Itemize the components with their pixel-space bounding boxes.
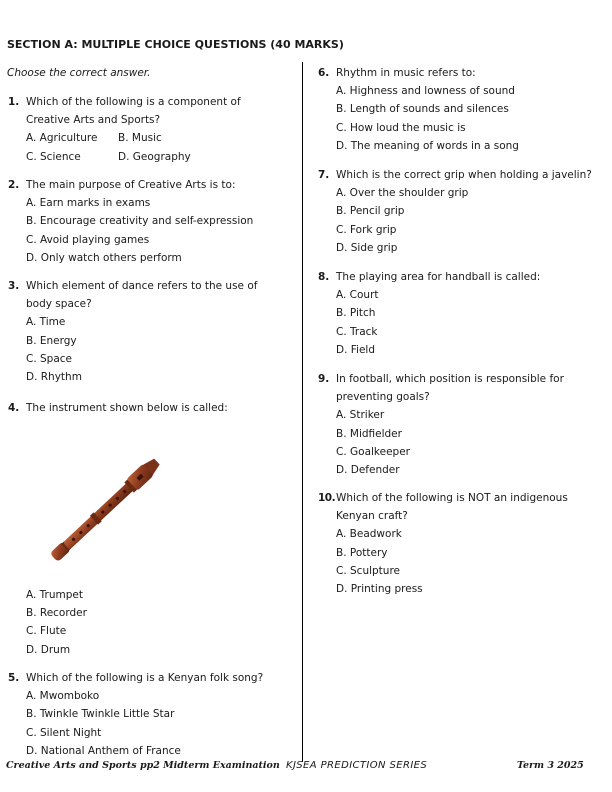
option-d: D. Drum [26,643,71,656]
option-c: C. Space [26,352,73,365]
option-c: C. Track [336,325,378,338]
question-stem: The instrument shown below is called: [26,402,228,414]
option-b: B. Midfielder [336,427,402,440]
option-d: D. Field [336,343,375,356]
question-stem: Creative Arts and Sports? [26,114,161,127]
option-d: D. The meaning of words in a song [336,139,519,152]
question-4 [8,399,298,417]
recorder-image [30,445,180,575]
option-b: B. Pottery [336,546,388,559]
option-c: C. How loud the music is [336,121,466,134]
question-9 [318,370,608,479]
option-b: B. Twinkle Twinkle Little Star [26,708,175,721]
question-4-options [8,586,298,659]
question-stem: body space? [26,298,92,311]
question-number: 3. [8,280,20,292]
question-stem: In football, which position is responsible for [336,373,564,385]
question-2 [8,176,298,267]
section-title: SECTION A: MULTIPLE CHOICE QUESTIONS (40 MARKS) [7,38,344,51]
option-a: A. Mwomboko [26,690,100,703]
option-c: C. Fork grip [336,223,397,236]
question-stem: preventing goals? [336,391,430,404]
question-3 [8,277,298,386]
question-number: 8. [318,271,330,283]
option-b: B. Recorder [26,607,87,620]
option-c: C. Silent Night [26,726,102,739]
question-number: 7. [318,169,330,181]
option-d: D. Defender [336,464,400,477]
option-a: A. Time [26,316,66,329]
instructions: Choose the correct answer. [7,67,151,79]
option-a: A. Striker [336,409,385,422]
option-c: C. Science [26,150,81,163]
question-stem: Which is the correct grip when holding a javelin? [336,169,592,181]
question-number: 6. [318,67,330,79]
question-7 [318,166,612,257]
option-d: D. Geography [118,150,191,163]
question-stem: Kenyan craft? [336,510,408,523]
option-a: A. Court [336,289,379,302]
question-stem: Which of the following is a Kenyan folk song? [26,672,264,684]
option-c: C. Avoid playing games [26,233,150,246]
option-a: A. Over the shoulder grip [336,187,469,200]
footer-term: Term 3 2025 [517,760,584,771]
question-number: 9. [318,373,330,385]
option-b: B. Music [118,132,162,145]
footer-series: KJSEA PREDICTION SERIES [286,760,428,771]
question-stem: Which of the following is a component of [26,96,241,108]
option-a: A. Beadwork [336,528,402,541]
question-10 [318,489,608,598]
question-stem: Which element of dance refers to the use of [26,280,258,292]
column-divider [302,62,303,762]
question-5 [8,669,298,760]
option-c: C. Flute [26,625,67,638]
question-stem: The playing area for handball is called: [336,271,541,283]
question-number: 5. [8,672,20,684]
question-1 [8,93,288,166]
question-stem: Rhythm in music refers to: [336,67,476,79]
option-d: D. National Anthem of France [26,744,181,757]
option-d: D. Side grip [336,241,398,254]
option-d: D. Rhythm [26,371,82,384]
option-d: D. Printing press [336,583,423,596]
question-number: 4. [8,402,20,414]
footer-exam-title: Creative Arts and Sports pp2 Midterm Examination [6,760,280,771]
option-b: B. Energy [26,334,77,347]
option-b: B. Pencil grip [336,205,405,218]
option-c: C. Goalkeeper [336,445,410,458]
option-a: A. Trumpet [26,589,83,601]
option-d: D. Only watch others perform [26,251,182,264]
option-b: B. Length of sounds and silences [336,103,509,116]
question-number: 10. [318,492,336,504]
option-b: B. Pitch [336,307,376,320]
question-number: 2. [8,179,20,191]
option-a: A. Earn marks in exams [26,197,151,210]
question-8 [318,268,608,359]
option-a: A. Agriculture [26,132,98,145]
question-6 [318,64,608,155]
question-stem: The main purpose of Creative Arts is to: [26,179,236,191]
question-stem: Which of the following is NOT an indigenous [336,492,568,504]
option-c: C. Sculpture [336,564,400,577]
question-number: 1. [8,96,20,108]
option-a: A. Highness and lowness of sound [336,85,515,98]
option-b: B. Encourage creativity and self-expression [26,215,254,228]
